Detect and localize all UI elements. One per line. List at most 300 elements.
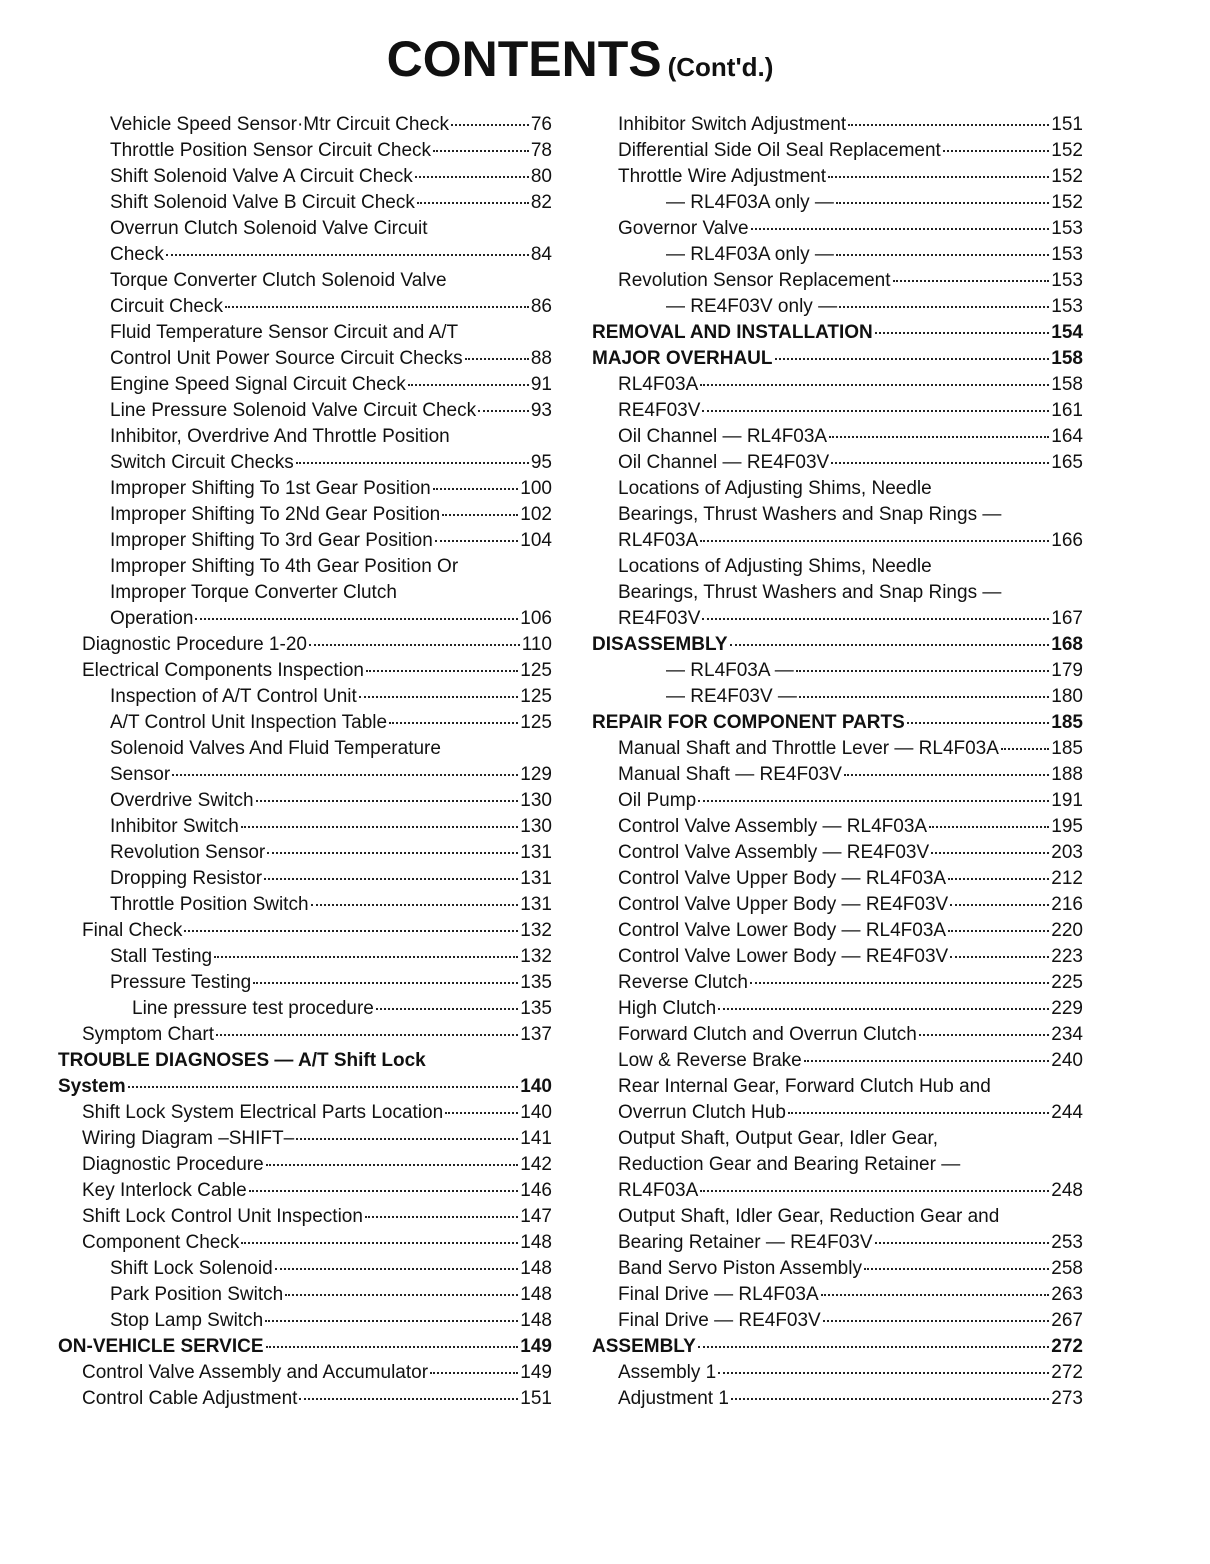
toc-entry-text: Switch Circuit Checks: [110, 452, 294, 473]
toc-entry: [572, 1282, 1083, 1308]
toc-entry: [572, 502, 1083, 528]
dot-leader: [700, 384, 1049, 386]
dot-leader: [275, 1268, 519, 1270]
toc-entry: [40, 1230, 552, 1256]
toc-entry: [572, 138, 1083, 164]
toc-page-number: 95: [530, 452, 552, 473]
toc-entry-text: Improper Shifting To 4th Gear Position Or: [110, 556, 459, 577]
toc-page-number: 82: [530, 192, 552, 213]
toc-page-number: 135: [520, 998, 552, 1019]
toc-page-number: 102: [520, 504, 552, 525]
dot-leader: [839, 306, 1049, 308]
dot-leader: [214, 956, 518, 958]
toc-entry: [572, 554, 1083, 580]
dot-leader: [948, 878, 1049, 880]
toc-entry: [40, 502, 552, 528]
toc-page-number: 135: [520, 972, 552, 993]
toc-page-number: 223: [1051, 946, 1083, 967]
toc-entry: [572, 424, 1083, 450]
toc-entry-text: Differential Side Oil Seal Replacement: [618, 140, 941, 161]
dot-leader: [241, 1242, 518, 1244]
toc-entry-text: Locations of Adjusting Shims, Needle: [618, 478, 932, 499]
dot-leader: [919, 1034, 1049, 1036]
toc-entry-text: Reverse Clutch: [618, 972, 748, 993]
toc-page-number: 132: [520, 920, 552, 941]
toc-entry-text: Manual Shaft and Throttle Lever — RL4F03A: [618, 738, 999, 759]
toc-entry-text: A/T Control Unit Inspection Table: [110, 712, 388, 733]
toc-entry: [572, 814, 1083, 840]
toc-entry: [572, 1126, 1083, 1152]
toc-right-column: [572, 112, 1083, 1412]
toc-entry-text: Component Check: [82, 1232, 240, 1253]
toc-entry-text: Inspection of A/T Control Unit: [110, 686, 357, 707]
toc-entry: [40, 1178, 552, 1204]
toc-page-number: 106: [520, 608, 552, 629]
toc-entry-text: Governor Valve: [618, 218, 749, 239]
toc-page-number: 104: [520, 530, 552, 551]
dot-leader: [451, 124, 529, 126]
toc-entry-text: Improper Shifting To 2Nd Gear Position: [110, 504, 441, 525]
dot-leader: [700, 1190, 1049, 1192]
dot-leader: [478, 410, 529, 412]
toc-entry: [40, 294, 552, 320]
toc-entry-text: Improper Shifting To 3rd Gear Position: [110, 530, 433, 551]
toc-page-number: 141: [520, 1128, 552, 1149]
dot-leader: [296, 1138, 518, 1140]
toc-entry: [40, 606, 552, 632]
toc-entry-text: — RL4F03A —: [666, 660, 794, 681]
dot-leader: [433, 488, 519, 490]
toc-page-number: 84: [530, 244, 552, 265]
toc-page-number: 140: [520, 1076, 552, 1097]
toc-page-number: 129: [520, 764, 552, 785]
dot-leader: [931, 852, 1049, 854]
toc-entry: [40, 346, 552, 372]
toc-entry: [572, 606, 1083, 632]
toc-page-number: 130: [520, 816, 552, 837]
toc-entry: [40, 658, 552, 684]
toc-entry-text: Final Check: [82, 920, 183, 941]
toc-entry-text: Shift Solenoid Valve B Circuit Check: [110, 192, 415, 213]
toc-page-number: 153: [1051, 218, 1083, 239]
dot-leader: [267, 852, 518, 854]
dot-leader: [907, 722, 1049, 724]
toc-page-number: 151: [520, 1388, 552, 1409]
toc-page-number: 147: [520, 1206, 552, 1227]
toc-page-number: 148: [520, 1258, 552, 1279]
dot-leader: [848, 124, 1049, 126]
dot-leader: [836, 202, 1049, 204]
toc-entry: [40, 268, 552, 294]
dot-leader: [376, 1008, 518, 1010]
toc-entry: [572, 736, 1083, 762]
toc-entry-text: ON-VEHICLE SERVICE: [58, 1336, 264, 1357]
dot-leader: [365, 1216, 518, 1218]
toc-page-number: 148: [520, 1284, 552, 1305]
toc-entry: [40, 1152, 552, 1178]
dot-leader: [249, 1190, 519, 1192]
dot-leader: [875, 332, 1050, 334]
toc-entry: [40, 372, 552, 398]
dot-leader: [241, 826, 518, 828]
toc-page-number: 86: [530, 296, 552, 317]
toc-entry-text: Diagnostic Procedure 1-20: [82, 634, 307, 655]
dot-leader: [698, 800, 1049, 802]
toc-entry: [572, 632, 1083, 658]
dot-leader: [264, 878, 518, 880]
toc-entry: [572, 1386, 1083, 1412]
toc-entry: [40, 138, 552, 164]
toc-entry: [40, 450, 552, 476]
toc-entry: [40, 1204, 552, 1230]
toc-entry-text: — RL4F03A only —: [666, 244, 834, 265]
toc-page-number: 91: [530, 374, 552, 395]
toc-entry-text: Improper Shifting To 1st Gear Position: [110, 478, 431, 499]
toc-entry-text: Control Valve Lower Body — RL4F03A: [618, 920, 947, 941]
toc-entry-text: Forward Clutch and Overrun Clutch: [618, 1024, 917, 1045]
toc-entry-text: Control Unit Power Source Circuit Checks: [110, 348, 463, 369]
toc-page-number: 154: [1051, 322, 1083, 343]
toc-entry: [40, 242, 552, 268]
toc-entry-text: Reduction Gear and Bearing Retainer —: [618, 1154, 961, 1175]
toc-page-number: 180: [1051, 686, 1083, 707]
toc-page-number: 153: [1051, 296, 1083, 317]
toc-entry-text: MAJOR OVERHAUL: [592, 348, 773, 369]
toc-entry-text: Solenoid Valves And Fluid Temperature: [110, 738, 441, 759]
toc-entry-text: Locations of Adjusting Shims, Needle: [618, 556, 932, 577]
dot-leader: [950, 956, 1049, 958]
toc-entry-text: RL4F03A: [618, 1180, 699, 1201]
dot-leader: [445, 1112, 518, 1114]
toc-page-number: 151: [1051, 114, 1083, 135]
toc-entry: [40, 164, 552, 190]
dot-leader: [788, 1112, 1049, 1114]
toc-entry: [40, 710, 552, 736]
toc-entry-text: — RE4F03V —: [666, 686, 797, 707]
toc-entry-text: Sensor: [110, 764, 171, 785]
dot-leader: [893, 280, 1050, 282]
toc-entry: [572, 1360, 1083, 1386]
toc-page-number: 132: [520, 946, 552, 967]
toc-entry-text: Control Valve Assembly — RL4F03A: [618, 816, 928, 837]
toc-entry-text: RL4F03A: [618, 374, 699, 395]
dot-leader: [796, 670, 1050, 672]
toc-entry: [40, 424, 552, 450]
toc-page-number: 153: [1051, 270, 1083, 291]
dot-leader: [823, 1320, 1050, 1322]
toc-entry-text: Engine Speed Signal Circuit Check: [110, 374, 406, 395]
dot-leader: [831, 462, 1049, 464]
toc-entry: [572, 1100, 1083, 1126]
dot-leader: [415, 176, 529, 178]
toc-entry: [40, 970, 552, 996]
toc-entry: [40, 1308, 552, 1334]
toc-entry: [40, 1100, 552, 1126]
toc-page-number: 234: [1051, 1024, 1083, 1045]
toc-entry-text: Bearings, Thrust Washers and Snap Rings —: [618, 504, 1002, 525]
dot-leader: [751, 228, 1050, 230]
dot-leader: [285, 1294, 518, 1296]
toc-entry: [572, 398, 1083, 424]
toc-page-number: 272: [1051, 1362, 1083, 1383]
toc-entry: [572, 710, 1083, 736]
toc-entry-text: Shift Lock Solenoid: [110, 1258, 273, 1279]
toc-entry-text: Diagnostic Procedure: [82, 1154, 264, 1175]
toc-entry-text: Control Valve Assembly — RE4F03V: [618, 842, 930, 863]
toc-page-number: 152: [1051, 192, 1083, 213]
toc-page-number: 272: [1051, 1336, 1083, 1357]
toc-entry: [40, 1282, 552, 1308]
toc-entry: [40, 476, 552, 502]
toc-entry: [40, 866, 552, 892]
toc-page-number: 142: [520, 1154, 552, 1175]
toc-entry-text: Adjustment 1: [618, 1388, 729, 1409]
toc-page-number: 248: [1051, 1180, 1083, 1201]
dot-leader: [216, 1034, 518, 1036]
dot-leader: [698, 1346, 1049, 1348]
dot-leader: [430, 1372, 518, 1374]
toc-entry-text: Oil Channel — RL4F03A: [618, 426, 828, 447]
toc-entry: [572, 112, 1083, 138]
toc-entry-text: Control Valve Upper Body — RL4F03A: [618, 868, 947, 889]
dot-leader: [311, 904, 519, 906]
dot-leader: [408, 384, 529, 386]
toc-entry-text: Check: [110, 244, 164, 265]
toc-entry: [572, 580, 1083, 606]
dot-leader: [929, 826, 1049, 828]
dot-leader: [943, 150, 1049, 152]
toc-page-number: 244: [1051, 1102, 1083, 1123]
dot-leader: [864, 1268, 1049, 1270]
toc-entry: [40, 1074, 552, 1100]
toc-page-number: 220: [1051, 920, 1083, 941]
dot-leader: [829, 436, 1049, 438]
toc-page-number: 161: [1051, 400, 1083, 421]
toc-entry-text: Inhibitor, Overdrive And Throttle Position: [110, 426, 450, 447]
dot-leader: [417, 202, 529, 204]
toc-entry: [40, 892, 552, 918]
toc-entry-text: System: [58, 1076, 126, 1097]
toc-entry-text: Shift Lock System Electrical Parts Location: [82, 1102, 444, 1123]
toc-entry-text: Final Drive — RL4F03A: [618, 1284, 819, 1305]
toc-page-number: 185: [1051, 712, 1083, 733]
toc-entry-text: Inhibitor Switch: [110, 816, 239, 837]
toc-entry-text: Control Valve Upper Body — RE4F03V: [618, 894, 949, 915]
toc-entry: [572, 840, 1083, 866]
dot-leader: [775, 358, 1050, 360]
toc-entry-text: Symptom Chart: [82, 1024, 214, 1045]
toc-page-number: 158: [1051, 348, 1083, 369]
dot-leader: [731, 1398, 1049, 1400]
toc-entry-text: Fluid Temperature Sensor Circuit and A/T: [110, 322, 459, 343]
toc-entry: [572, 944, 1083, 970]
toc-entry-text: Vehicle Speed Sensor·Mtr Circuit Check: [110, 114, 449, 135]
toc-entry-text: Final Drive — RE4F03V: [618, 1310, 821, 1331]
toc-entry-text: Revolution Sensor: [110, 842, 266, 863]
toc-entry: [572, 1308, 1083, 1334]
toc-entry: [572, 1048, 1083, 1074]
toc-entry: [572, 528, 1083, 554]
toc-page-number: 253: [1051, 1232, 1083, 1253]
dot-leader: [804, 1060, 1050, 1062]
toc-entry: [572, 1334, 1083, 1360]
dot-leader: [433, 150, 529, 152]
dot-leader: [366, 670, 518, 672]
dot-leader: [750, 982, 1049, 984]
toc-entry-text: Shift Solenoid Valve A Circuit Check: [110, 166, 413, 187]
toc-entry-text: Output Shaft, Output Gear, Idler Gear,: [618, 1128, 939, 1149]
toc-page-number: 78: [530, 140, 552, 161]
dot-leader: [265, 1320, 518, 1322]
toc-entry: [40, 1048, 552, 1074]
dot-leader: [1001, 748, 1049, 750]
toc-page-number: 212: [1051, 868, 1083, 889]
toc-entry: [40, 1334, 552, 1360]
toc-entry: [572, 268, 1083, 294]
dot-leader: [128, 1086, 519, 1088]
toc-entry-text: Control Valve Lower Body — RE4F03V: [618, 946, 949, 967]
toc-entry: [40, 528, 552, 554]
toc-entry-text: RE4F03V: [618, 400, 701, 421]
dot-leader: [702, 410, 1049, 412]
toc-entry: [572, 788, 1083, 814]
toc-entry-text: Overrun Clutch Solenoid Valve Circuit: [110, 218, 428, 239]
toc-page-number: 195: [1051, 816, 1083, 837]
dot-leader: [836, 254, 1049, 256]
toc-page-number: 216: [1051, 894, 1083, 915]
dot-leader: [359, 696, 519, 698]
toc-entry-text: Stop Lamp Switch: [110, 1310, 264, 1331]
toc-entry-text: Key Interlock Cable: [82, 1180, 247, 1201]
toc-entry: [572, 762, 1083, 788]
toc-entry-text: Electrical Components Inspection: [82, 660, 364, 681]
dot-leader: [875, 1242, 1050, 1244]
toc-entry: [40, 918, 552, 944]
toc-page-number: 110: [521, 634, 552, 655]
toc-entry-text: Overdrive Switch: [110, 790, 254, 811]
dot-leader: [256, 800, 519, 802]
toc-entry-text: Control Cable Adjustment: [82, 1388, 298, 1409]
toc-entry-text: Pressure Testing: [110, 972, 252, 993]
toc-entry: [40, 398, 552, 424]
toc-entry-text: High Clutch: [618, 998, 717, 1019]
toc-entry-text: Rear Internal Gear, Forward Clutch Hub and: [618, 1076, 991, 1097]
toc-page-number: 152: [1051, 140, 1083, 161]
toc-page-number: 130: [520, 790, 552, 811]
toc-entry-text: Band Servo Piston Assembly: [618, 1258, 862, 1279]
toc-entry-text: Control Valve Assembly and Accumulator: [82, 1362, 429, 1383]
dot-leader: [700, 540, 1049, 542]
toc-page-number: 148: [520, 1310, 552, 1331]
title-main: CONTENTS: [386, 31, 662, 87]
toc-entry: [40, 190, 552, 216]
toc-entry-text: Line pressure test procedure: [132, 998, 374, 1019]
toc-page-number: 185: [1051, 738, 1083, 759]
dot-leader: [950, 904, 1049, 906]
toc-page-number: 263: [1051, 1284, 1083, 1305]
dot-leader: [435, 540, 518, 542]
toc-page-number: 225: [1051, 972, 1083, 993]
toc-page-number: 80: [530, 166, 552, 187]
toc-page-number: 76: [530, 114, 552, 135]
dot-leader: [389, 722, 518, 724]
toc-entry: [40, 632, 552, 658]
toc-page-number: 258: [1051, 1258, 1083, 1279]
toc-entry: [572, 164, 1083, 190]
toc-entry: [572, 684, 1083, 710]
toc-entry-text: Line Pressure Solenoid Valve Circuit Check: [110, 400, 477, 421]
dot-leader: [309, 644, 520, 646]
toc-entry: [40, 840, 552, 866]
toc-entry-text: REPAIR FOR COMPONENT PARTS: [592, 712, 905, 733]
toc-entry: [40, 684, 552, 710]
dot-leader: [266, 1346, 519, 1348]
toc-page-number: 140: [520, 1102, 552, 1123]
toc-entry: [572, 372, 1083, 398]
toc-left-column: [40, 112, 552, 1412]
dot-leader: [730, 644, 1050, 646]
toc-page-number: 125: [520, 712, 552, 733]
toc-entry-text: DISASSEMBLY: [592, 634, 728, 655]
toc-entry: [40, 1022, 552, 1048]
toc-entry-text: RE4F03V: [618, 608, 701, 629]
dot-leader: [253, 982, 518, 984]
toc-page-number: 137: [520, 1024, 552, 1045]
toc-page-number: 188: [1051, 764, 1083, 785]
title-sub: (Cont'd.): [667, 52, 774, 82]
toc-entry-text: Dropping Resistor: [110, 868, 263, 889]
toc-entry-text: Oil Pump: [618, 790, 697, 811]
toc-page-number: 93: [530, 400, 552, 421]
toc-entry: [40, 814, 552, 840]
toc-entry-text: Assembly 1: [618, 1362, 717, 1383]
toc-page-number: 165: [1051, 452, 1083, 473]
toc-page-number: 267: [1051, 1310, 1083, 1331]
toc-entry-text: ASSEMBLY: [592, 1336, 696, 1357]
toc-entry-text: RL4F03A: [618, 530, 699, 551]
dot-leader: [702, 618, 1049, 620]
toc-page-number: 131: [520, 868, 552, 889]
toc-page-number: 149: [520, 1362, 552, 1383]
toc-page-number: 149: [520, 1336, 552, 1357]
toc-entry-text: — RE4F03V only —: [666, 296, 838, 317]
toc-entry-text: — RL4F03A only —: [666, 192, 834, 213]
toc-page-number: 148: [520, 1232, 552, 1253]
toc-entry: [572, 1230, 1083, 1256]
toc-entry-text: Circuit Check: [110, 296, 223, 317]
toc-entry-text: Low & Reverse Brake: [618, 1050, 802, 1071]
toc-page-number: 153: [1051, 244, 1083, 265]
dot-leader: [799, 696, 1049, 698]
toc-entry-text: Overrun Clutch Hub: [618, 1102, 786, 1123]
dot-leader: [172, 774, 518, 776]
toc-entry: [40, 788, 552, 814]
dot-leader: [184, 930, 518, 932]
dot-leader: [828, 176, 1049, 178]
toc-entry-text: Bearing Retainer — RE4F03V: [618, 1232, 873, 1253]
toc-page-number: 164: [1051, 426, 1083, 447]
dot-leader: [844, 774, 1049, 776]
toc-page-number: 158: [1051, 374, 1083, 395]
toc-entry-text: REMOVAL AND INSTALLATION: [592, 322, 873, 343]
dot-leader: [266, 1164, 519, 1166]
toc-entry: [40, 1126, 552, 1152]
toc-entry-text: Torque Converter Clutch Solenoid Valve: [110, 270, 447, 291]
toc-entry: [572, 918, 1083, 944]
toc-entry: [40, 320, 552, 346]
toc-entry-text: Stall Testing: [110, 946, 213, 967]
toc-entry-text: Bearings, Thrust Washers and Snap Rings —: [618, 582, 1002, 603]
